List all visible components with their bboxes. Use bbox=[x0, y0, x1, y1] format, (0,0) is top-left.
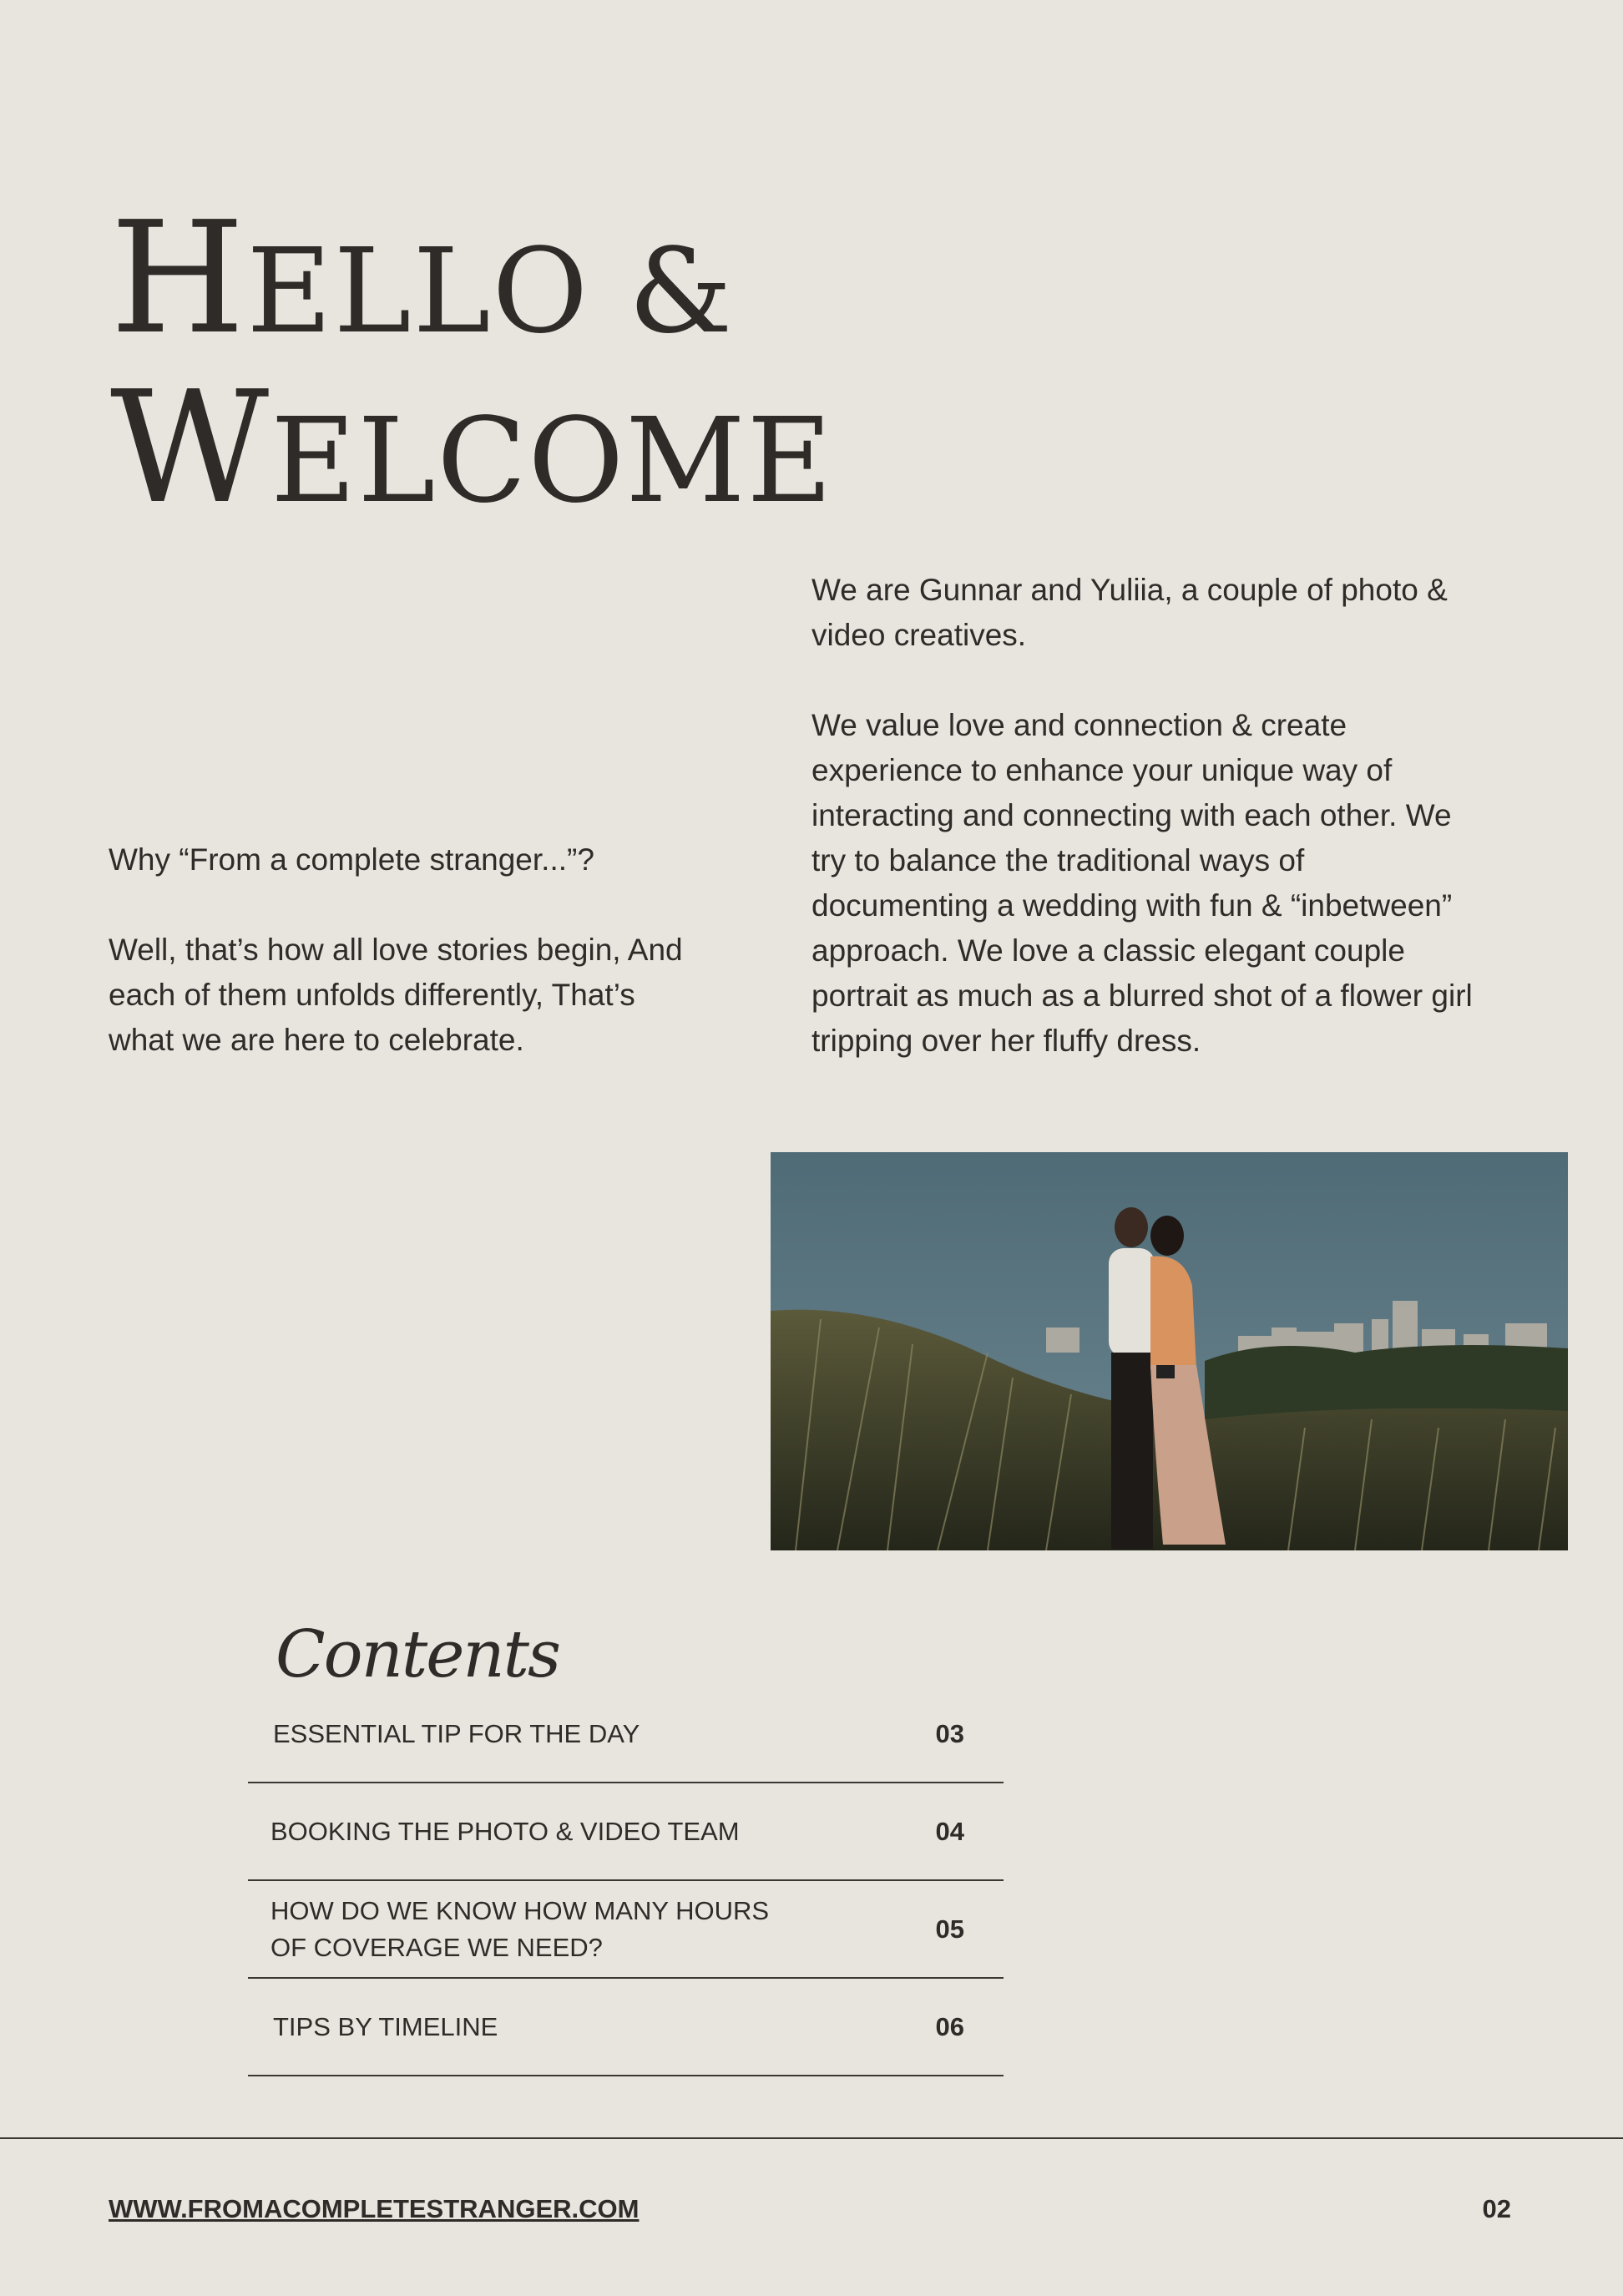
title-line-1: HELLO & bbox=[110, 188, 735, 368]
intro-paragraph-2: We value love and connection & create experience to enhance your unique way of interacting and connecting with each other. We try to balance the traditional ways of documenting a wedding with fun & “inbetween” approach. We love a classic elegant couple portrait as much as a blurred shot of a flower girl tripping over her fluffy dress. bbox=[812, 708, 1473, 1058]
toc-item-label: HOW DO WE KNOW HOW MANY HOURS OF COVERAGE WE NEED? bbox=[270, 1895, 770, 1962]
toc-item-page: 03 bbox=[935, 1718, 964, 1748]
toc-item[interactable] bbox=[248, 1979, 1004, 2076]
footer-divider bbox=[0, 2137, 1623, 2139]
why-answer: Well, that’s how all love stories begin, And each of them unfolds differently, That’s what we are here to celebrate. bbox=[109, 933, 683, 1057]
toc-item-page: 06 bbox=[935, 2011, 964, 2041]
toc-item[interactable] bbox=[248, 1686, 1004, 1783]
toc-item-label: BOOKING THE PHOTO & VIDEO TEAM bbox=[270, 1816, 740, 1846]
toc-item[interactable] bbox=[248, 1783, 1004, 1881]
toc-item-label: TIPS BY TIMELINE bbox=[273, 2011, 498, 2041]
title-line-2: WELCOME bbox=[110, 357, 834, 538]
why-question: Why “From a complete stranger...”? bbox=[109, 842, 594, 877]
toc-item-page: 05 bbox=[935, 1914, 964, 1944]
website-link[interactable]: WWW.FROMACOMPLETESTRANGER.COM bbox=[109, 2194, 640, 2223]
toc-item-label: ESSENTIAL TIP FOR THE DAY bbox=[273, 1718, 640, 1748]
toc-item-page: 04 bbox=[935, 1816, 964, 1846]
table-of-contents bbox=[248, 1686, 1004, 2076]
page-title bbox=[110, 188, 834, 539]
page-number: 02 bbox=[1482, 2194, 1511, 2223]
contents-heading: Contents bbox=[276, 1617, 559, 1692]
toc-item[interactable] bbox=[248, 1881, 1004, 1979]
couple-photo bbox=[771, 1152, 1568, 1550]
intro-paragraph-1: We are Gunnar and Yuliia, a couple of photo & video creatives. bbox=[812, 573, 1448, 652]
